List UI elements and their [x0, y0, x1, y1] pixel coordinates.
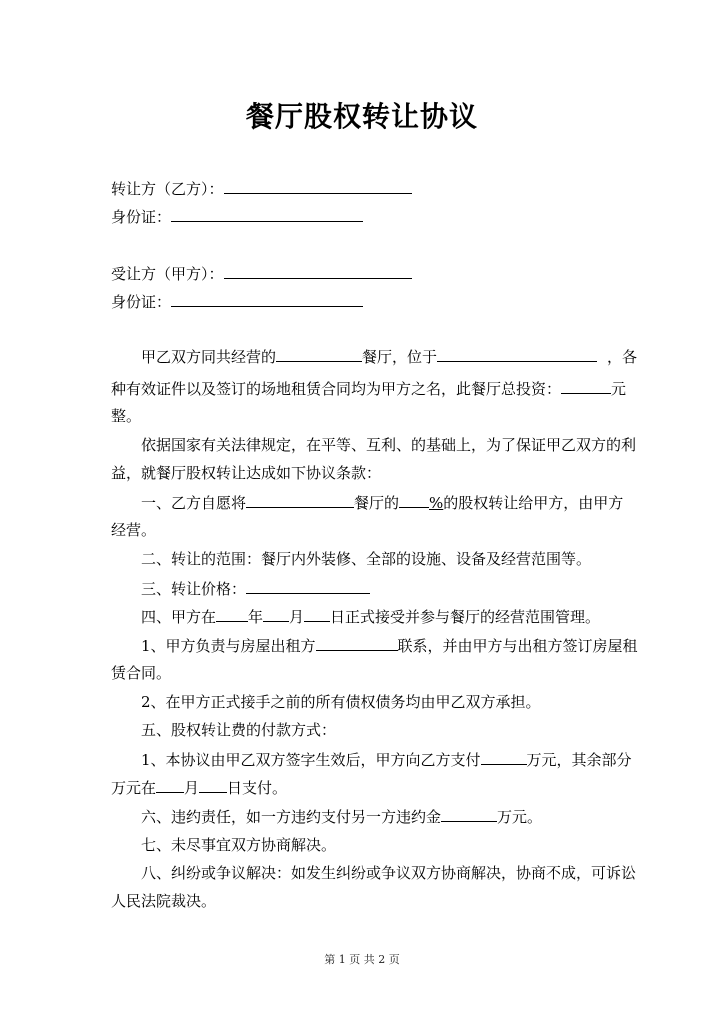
text: 1、本协议由甲乙双方签字生效后，甲方向乙方支付: [141, 751, 481, 769]
transferor-blank: [224, 178, 412, 194]
clause-8-line-2: [111, 891, 216, 911]
text: 益，就餐厅股权转让达成如下协议条款：: [111, 464, 382, 482]
clause-5-1-line-1: [141, 749, 632, 770]
percent-blank: [399, 492, 429, 508]
clause-3: [141, 578, 370, 599]
transferee-id-line: [111, 291, 363, 312]
text: 月: [289, 608, 305, 626]
text: 餐厅的: [354, 494, 400, 512]
clause-2: [141, 549, 591, 569]
landlord-blank: [316, 635, 398, 651]
clause-4-2: [141, 692, 541, 712]
page-number: 第 1 页 共 2 页: [324, 953, 400, 966]
clause-5: [141, 720, 336, 740]
transferor-id-line: [111, 206, 363, 227]
clause-4-1-line-1: [141, 635, 638, 656]
year-blank: [216, 606, 248, 622]
text: 三、转让价格：: [141, 580, 247, 598]
paragraph-1-line-1: [141, 346, 637, 367]
text: 人民法院裁决。: [111, 892, 217, 910]
text: 元: [611, 380, 627, 398]
transferee-blank: [224, 263, 412, 279]
text: 一、乙方自愿将: [141, 494, 247, 512]
transferee-line: [111, 263, 412, 284]
paragraph-2-line-1: [141, 435, 636, 455]
text: 日支付。: [227, 779, 288, 797]
month-blank: [263, 606, 289, 622]
transferor-id-blank: [171, 206, 363, 222]
transferor-line: [111, 178, 412, 199]
text: 依据国家有关法律规定，在平等、互利、的基础上，为了保证甲乙双方的利: [141, 436, 637, 454]
transferee-id-label: 身份证：: [111, 293, 172, 311]
investment-blank: [561, 378, 611, 394]
pay-day-blank: [199, 777, 227, 793]
restaurant-blank: [246, 492, 354, 508]
clause-5-1-line-2: [111, 777, 287, 798]
text: 月: [184, 779, 200, 797]
text: 六、违约责任，如一方违约支付另一方违约金: [141, 808, 442, 826]
text: 年: [248, 608, 264, 626]
clause-4: [141, 606, 600, 627]
text: 万元。: [497, 808, 543, 826]
transferee-id-blank: [171, 291, 363, 307]
text: 万元，其余部分: [526, 751, 632, 769]
text: 整。: [111, 407, 142, 425]
text: 四、甲方在: [141, 608, 217, 626]
clause-8-line-1: [141, 863, 636, 883]
text: 的股权转让给甲方，由甲方: [443, 494, 624, 512]
day-blank: [304, 606, 330, 622]
text: 经营。: [111, 521, 157, 539]
price-blank: [246, 578, 370, 594]
pay-month-blank: [156, 777, 184, 793]
text: 种有效证件以及签订的场地租赁合同均为甲方之名，此餐厅总投资：: [111, 380, 562, 398]
text: 赁合同。: [111, 664, 172, 682]
clause-1-line-1: [141, 492, 623, 513]
text: 五、股权转让费的付款方式：: [141, 721, 337, 739]
text: 二、转让的范围：餐厅内外装修、全部的设施、设备及经营范围等。: [141, 550, 592, 568]
paragraph-1-line-2: [111, 378, 626, 399]
text: 七、未尽事宜双方协商解决。: [141, 836, 337, 854]
clause-1-line-2: [111, 520, 156, 540]
text: 2、在甲方正式接手之前的所有债权债务均由甲乙双方承担。: [141, 693, 541, 711]
transferor-id-label: 身份证：: [111, 208, 172, 226]
text: 万元在: [111, 779, 157, 797]
text: 联系，并由甲方与出租方签订房屋租: [397, 637, 638, 655]
clause-4-1-line-2: [111, 663, 171, 683]
percent-sign: %: [429, 494, 444, 512]
clause-6: [141, 806, 542, 827]
penalty-blank: [441, 806, 497, 822]
transferee-label: 受让方（甲方）：: [111, 265, 224, 283]
payment-blank: [481, 749, 527, 765]
text: 餐厅，位于: [362, 348, 438, 366]
clause-7: [141, 835, 336, 855]
paragraph-1-line-3: [111, 406, 141, 426]
address-blank: [437, 346, 597, 362]
restaurant-name-blank: [276, 346, 362, 362]
document-title: 餐厅股权转让协议: [245, 100, 478, 133]
transferor-label: 转让方（乙方）：: [111, 180, 224, 198]
text: 1、甲方负责与房屋出租方: [141, 637, 316, 655]
text: ，各: [607, 348, 638, 366]
text: 八、纠纷或争议解决：如发生纠纷或争议双方协商解决，协商不成，可诉讼: [141, 864, 637, 882]
paragraph-2-line-2: [111, 463, 381, 483]
text: 日正式接受并参与餐厅的经营范围管理。: [330, 608, 601, 626]
text: 甲乙双方同共经营的: [141, 348, 277, 366]
